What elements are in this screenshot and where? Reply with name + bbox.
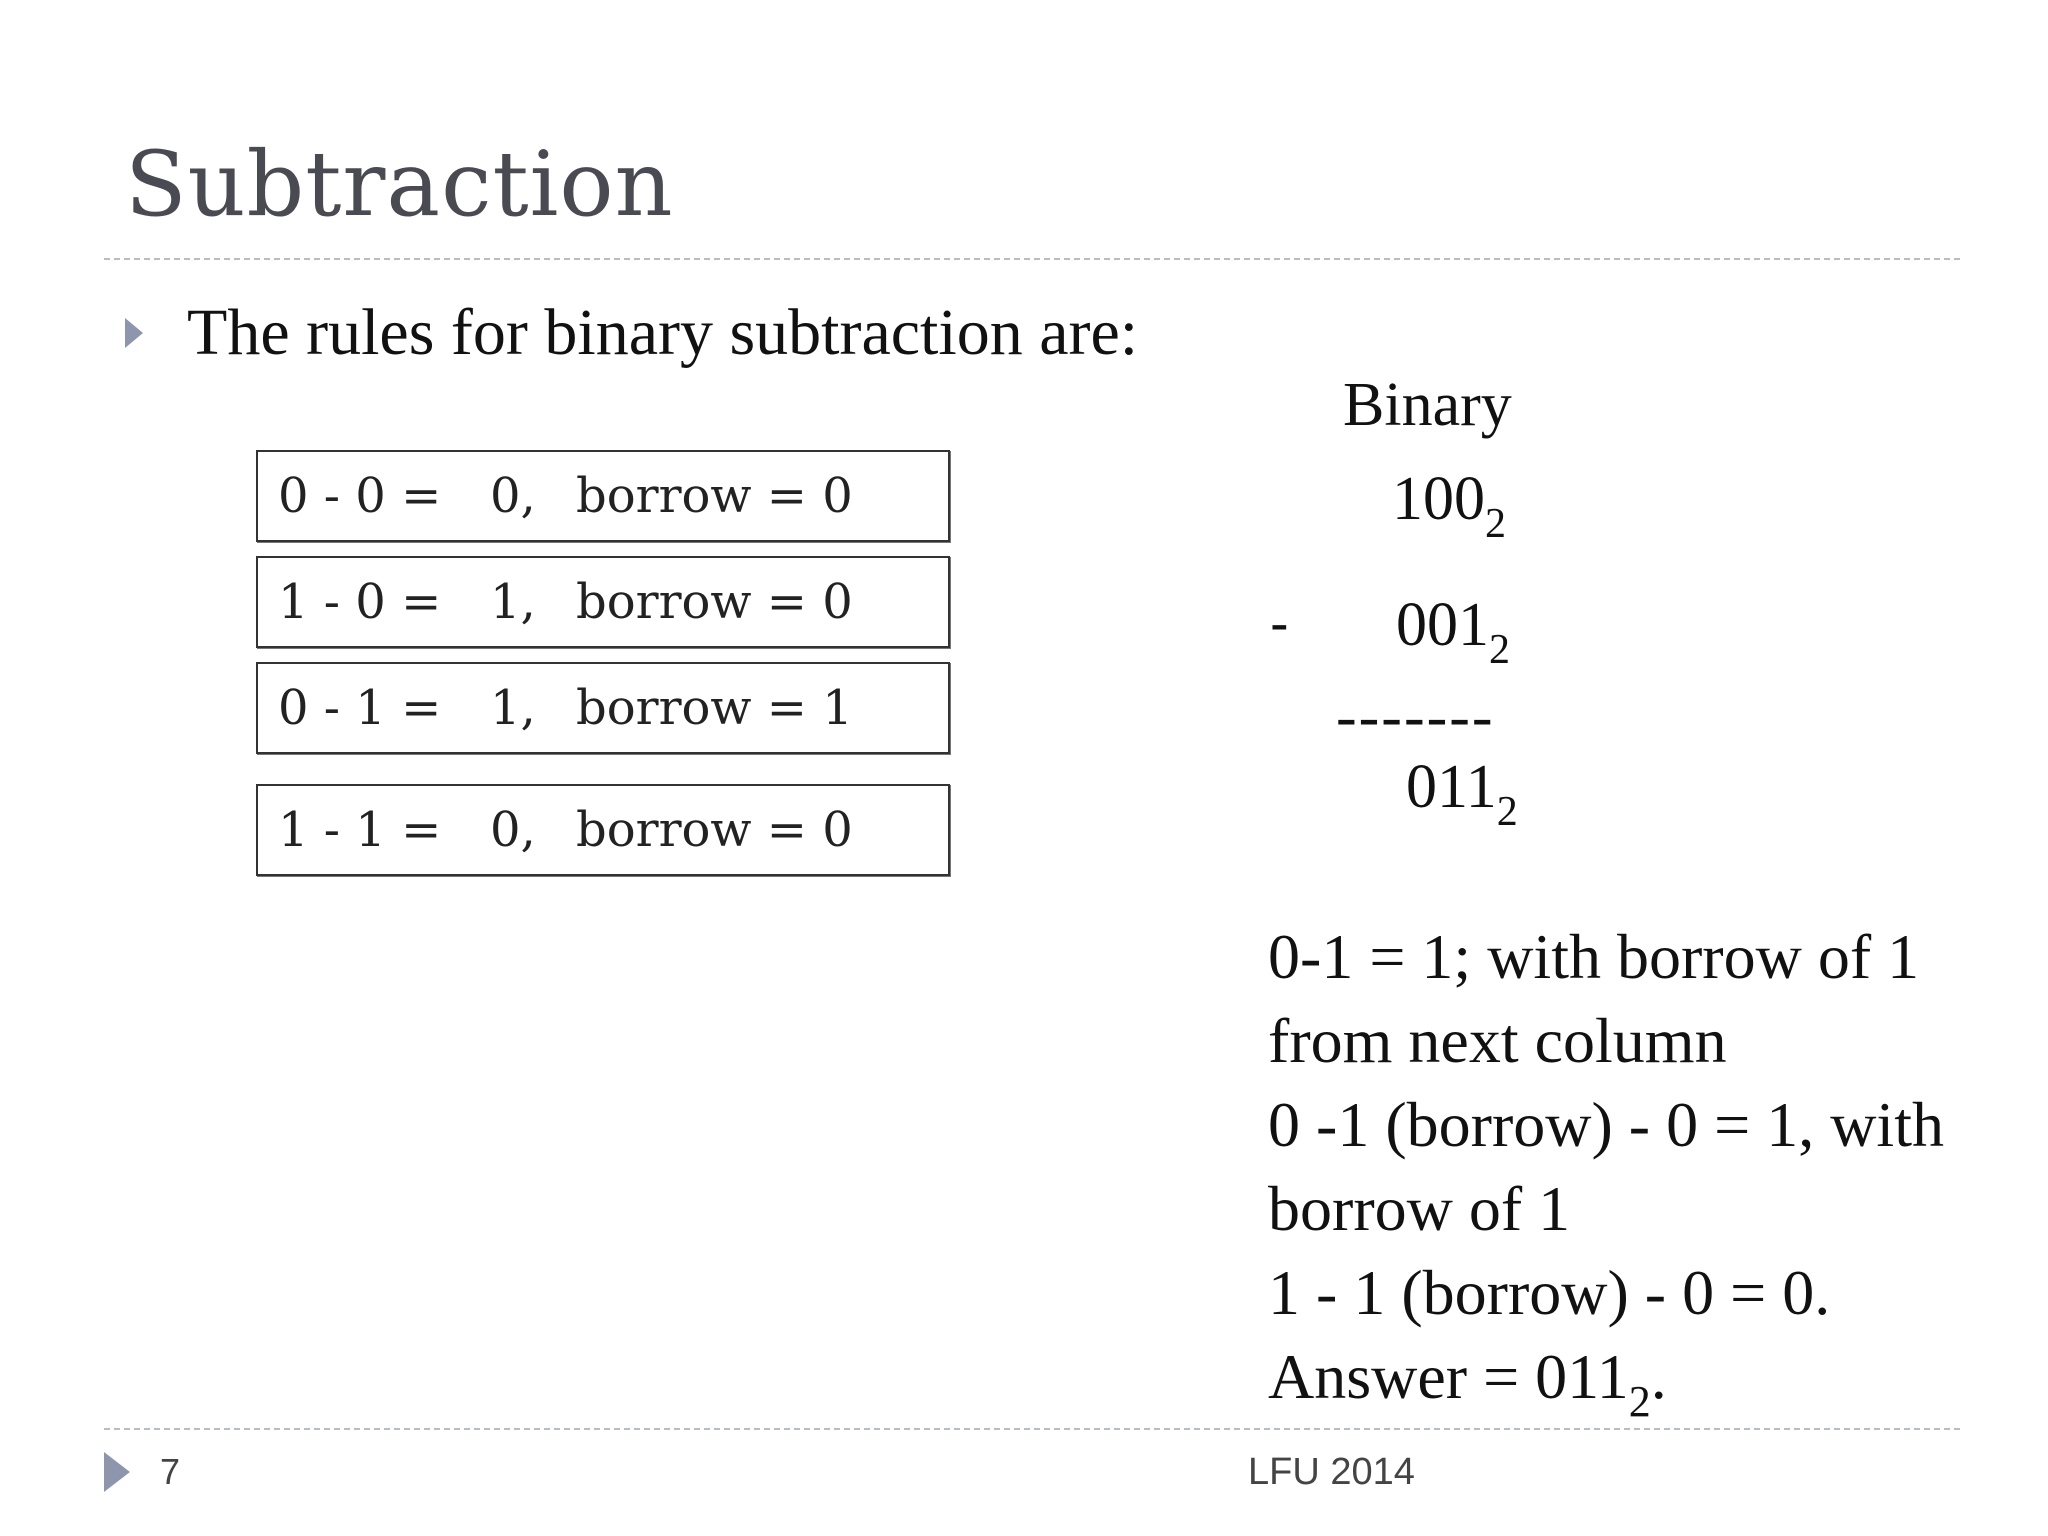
rule-box — [256, 450, 950, 542]
subtrahend-digits: 001 — [1396, 591, 1489, 659]
title-divider — [104, 258, 1960, 260]
minus-sign: - — [1270, 591, 1289, 654]
difference — [1406, 752, 1518, 836]
rule-borrow: borrow = 0 — [576, 574, 853, 630]
minuend-digits: 100 — [1392, 465, 1485, 533]
example-heading: Binary — [1343, 371, 1512, 439]
rule-lhs: 1 - 1 = — [278, 802, 442, 858]
rule-box — [256, 784, 950, 876]
explanation-line: from next column — [1268, 1005, 1727, 1076]
rule-result: 1, — [490, 574, 536, 630]
rule-box — [256, 556, 950, 648]
explanation-line: 0 -1 (borrow) - 0 = 1, with — [1268, 1089, 1944, 1160]
rule-result: 0, — [490, 468, 536, 524]
page-number: 7 — [160, 1451, 181, 1492]
bullet-item — [125, 296, 1139, 369]
rule-lhs: 1 - 0 = — [278, 574, 442, 630]
subtrahend — [1396, 590, 1510, 674]
rule-borrow: borrow = 0 — [576, 468, 853, 524]
answer-period: . — [1650, 1341, 1667, 1412]
bullet-text: The rules for binary subtraction are: — [187, 296, 1139, 369]
explanation-line: 1 - 1 (borrow) - 0 = 0. — [1268, 1257, 1831, 1328]
rule-result: 0, — [490, 802, 536, 858]
explanation-line: 0-1 = 1; with borrow of 1 — [1268, 921, 1920, 992]
answer-text: Answer = 011 — [1268, 1341, 1629, 1412]
footer-arrow-icon — [104, 1452, 130, 1492]
rule-box — [256, 662, 950, 754]
footer-text: LFU 2014 — [1248, 1451, 1415, 1493]
explanation-line: borrow of 1 — [1268, 1173, 1571, 1244]
result-separator: ------- — [1336, 683, 1495, 751]
rule-result: 1, — [490, 680, 536, 736]
rule-lhs: 0 - 0 = — [278, 468, 442, 524]
slide-title: Subtraction — [125, 132, 674, 237]
minuend-base: 2 — [1485, 501, 1506, 547]
rule-borrow: borrow = 1 — [576, 680, 853, 736]
rule-lhs: 0 - 1 = — [278, 680, 442, 736]
difference-digits: 011 — [1406, 753, 1497, 821]
explanation — [1268, 915, 2028, 1444]
answer-base: 2 — [1628, 1377, 1651, 1426]
bullet-arrow-icon — [125, 318, 143, 348]
footer-divider — [104, 1428, 1960, 1430]
rule-borrow: borrow = 0 — [576, 802, 853, 858]
subtrahend-base: 2 — [1489, 627, 1510, 673]
minuend — [1392, 464, 1506, 548]
difference-base: 2 — [1496, 789, 1518, 835]
